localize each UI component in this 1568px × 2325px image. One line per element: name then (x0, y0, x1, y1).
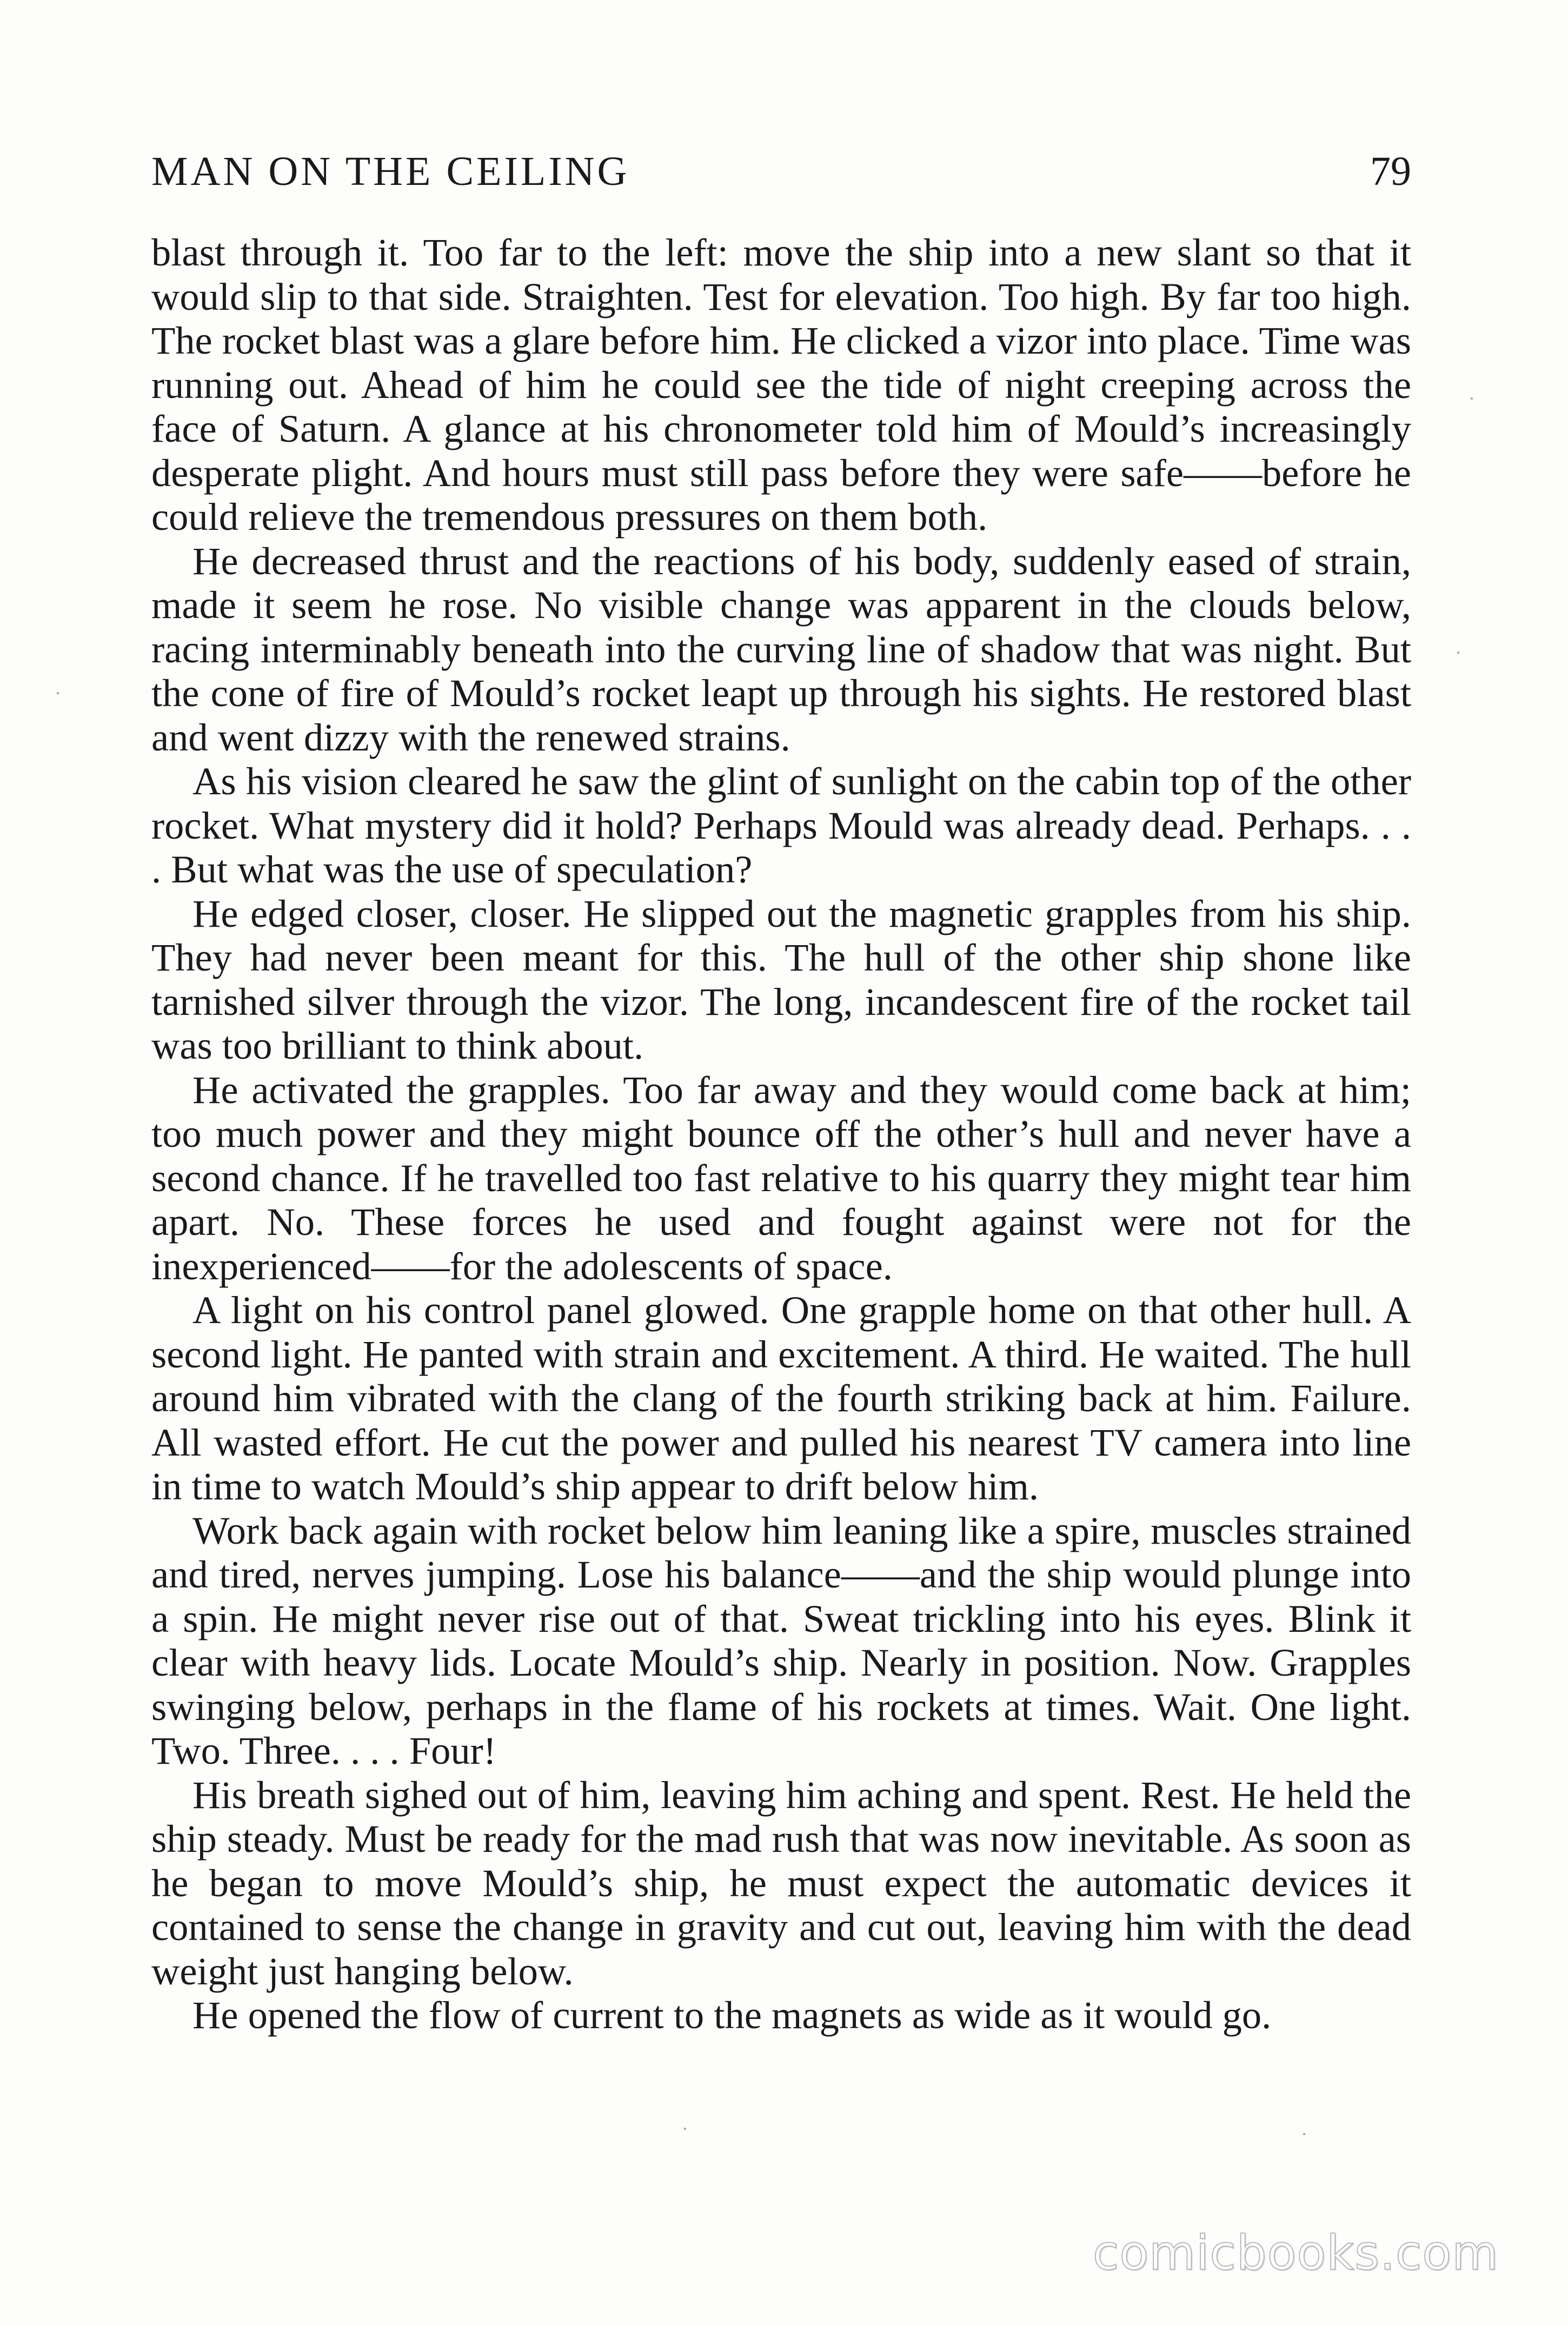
paragraph: He edged closer, closer. He slipped out the magnetic grapples from his ship. They had never been meant for this. The hull of the other ship shone like tarnished silver through the vizor. The long, incandescent fire of the rocket tail was too brilliant to think about. (151, 891, 1411, 1067)
paragraph: blast through it. Too far to the left: move the ship into a new slant so that it would slip to that side. Straighten. Test for elevation. Too high. By far too high. The rocket blast was a glare before him. He clicked a vizor into place. Time was running out. Ahead of him he could see the tide of night creeping across the face of Saturn. A glance at his chronometer told him of Mould’s increasingly desperate plight. And hours must still pass before they were safe——before he could relieve the tremendous pressures on them both. (151, 230, 1411, 539)
paper-speck (1471, 397, 1473, 400)
paper-speck (57, 692, 59, 694)
watermark-logo: comicbooks.com (1092, 2225, 1499, 2281)
paper-speck (684, 2128, 686, 2130)
body-text (151, 230, 1411, 2037)
paragraph: He opened the flow of current to the magnets as wide as it would go. (192, 1993, 1272, 2037)
page-header (151, 142, 1411, 201)
paragraph: He activated the grapples. Too far away and they would come back at him; too much power and they might bounce off the other’s hull and never have a second chance. If he travelled too fast relative to his quarry they might tear him apart. No. These forces he used and fought against were not for the inexperienced——for the adolescents of space. (151, 1067, 1411, 1288)
paper-speck (1303, 2133, 1305, 2135)
paper-speck (1457, 652, 1459, 654)
paragraph: He decreased thrust and the reactions of his body, suddenly eased of strain, made it seem he rose. No visible change was apparent in the clouds below, racing interminably beneath into the curving line of shadow that was night. But the cone of fire of Mould’s rocket leapt up through his sights. He restored blast and went dizzy with the renewed strains. (151, 539, 1411, 759)
paragraph: Work back again with rocket below him leaning like a spire, muscles strained and tired, nerves jumping. Lose his balance——and the ship would plunge into a spin. He might never rise out of that. Sweat trickling into his eyes. Blink it clear with heavy lids. Locate Mould’s ship. Nearly in position. Now. Grapples swinging below, perhaps in the flame of his rockets at times. Wait. One light. Two. Three. . . . Four! (151, 1508, 1411, 1772)
paragraph: As his vision cleared he saw the glint of sunlight on the cabin top of the other rocket. What mystery did it hold? Perhaps Mould was already dead. Perhaps. . . . But what was the use of speculation? (151, 759, 1411, 891)
paragraph: His breath sighed out of him, leaving him aching and spent. Rest. He held the ship steady. Must be ready for the mad rush that was now inevitable. As soon as he began to move Mould’s ship, he must expect the automatic devices it contained to sense the change in gravity and cut out, leaving him with the dead weight just hanging below. (151, 1772, 1411, 1993)
running-head: MAN ON THE CEILING (151, 149, 630, 194)
paragraph: A light on his control panel glowed. One grapple home on that other hull. A second light. He panted with strain and excitement. A third. He waited. The hull around him vibrated with the clang of the fourth striking back at him. Failure. All wasted effort. He cut the power and pulled his nearest TV camera into line in time to watch Mould’s ship appear to drift below him. (151, 1288, 1411, 1508)
page-number: 79 (1370, 149, 1411, 194)
